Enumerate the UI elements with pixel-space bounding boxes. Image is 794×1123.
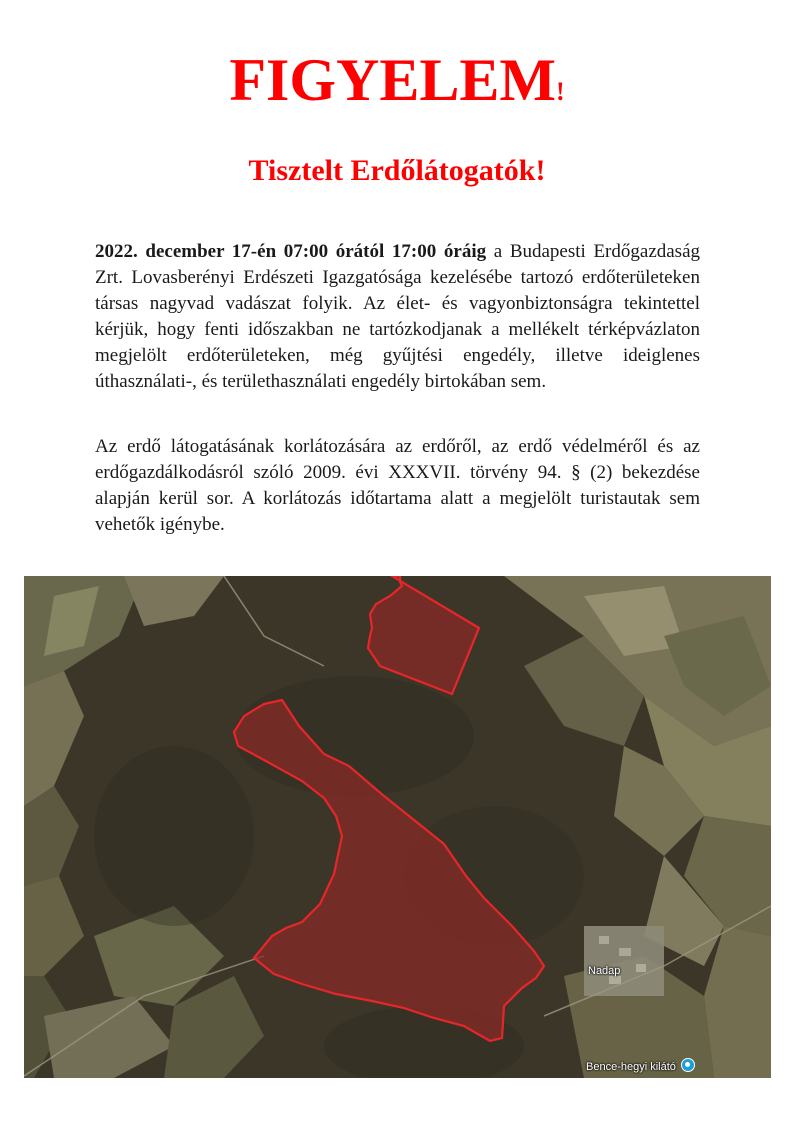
notice-paragraph-2: Az erdő látogatásának korlátozására az erdőről, az erdő védelméről és az erdőgazdálkodásról szóló 2009. évi XXXVII. törvény 94. § (2) bekezdése alapján kerül sor. A korlátozás időtartama alatt a megjelölt turistautak sem vehetők igénybe. bbox=[95, 436, 700, 535]
village-label: Nadap bbox=[588, 965, 621, 977]
notice-paragraph-1-text: a Budapesti Erdőgazdaság Zrt. Lovasberényi Erdészeti Igazgatósága kezelésébe tartozó erdőterületeken társas nagyvad vadászat folyik. Az élet- és vagyonbiztonságra tekintettel kérjük, hogy fenti időszakban ne tartózkodjanak a mellékelt térképvázlaton megjelölt erdőterületeken, még gyűjtési engedély, illetve ideiglenes úthasználati-, és területhasználati engedély birtokában sem. bbox=[95, 241, 701, 392]
viewpoint-label: Bence-hegyi kilátó bbox=[586, 1061, 676, 1073]
satellite-map bbox=[24, 576, 771, 1078]
notice-date-time: 2022. december 17-én 07:00 órától 17:00 óráig bbox=[95, 241, 487, 262]
title-exclamation: ! bbox=[556, 77, 565, 106]
location-pin-icon[interactable] bbox=[681, 1058, 695, 1072]
page-title bbox=[0, 47, 794, 113]
notice-paragraph-1 bbox=[95, 239, 700, 395]
map-image bbox=[24, 576, 771, 1078]
title-main: FIGYELEM bbox=[229, 47, 557, 113]
page-subtitle: Tisztelt Erdőlátogatók! bbox=[248, 154, 546, 187]
village-area bbox=[584, 926, 664, 996]
